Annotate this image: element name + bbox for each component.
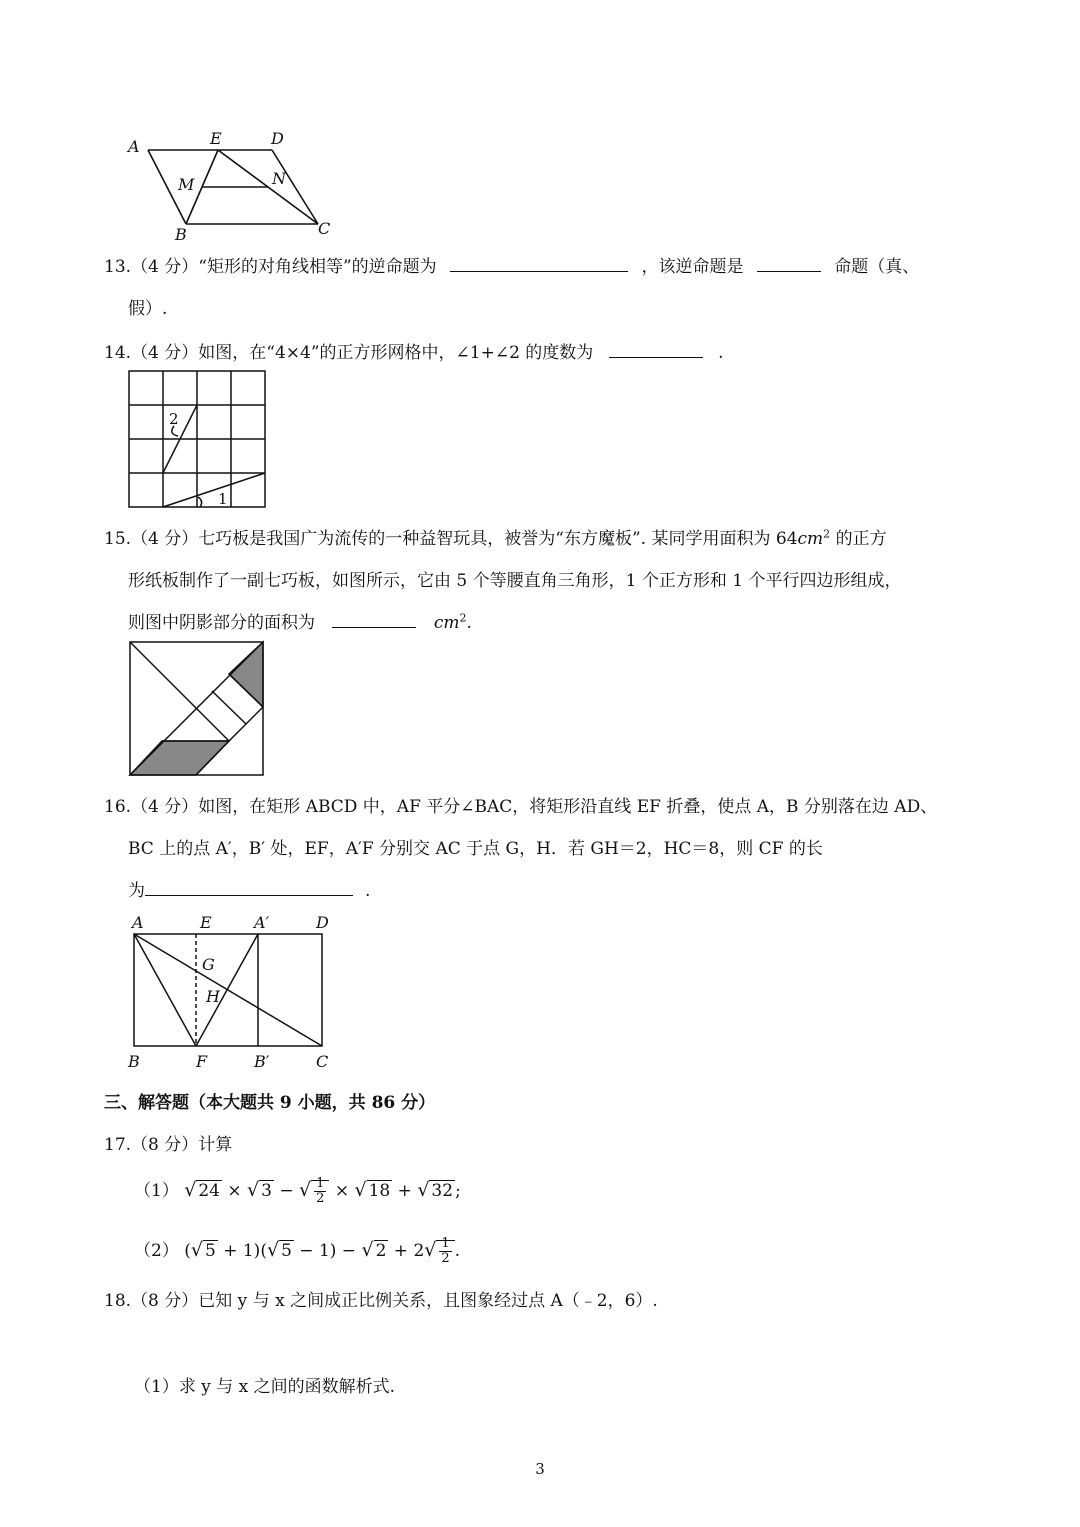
q18-text: 已知 y 与 x 之间成正比例关系，且图象经过点 A（﹣2，6）. <box>198 1291 658 1311</box>
label-E: E <box>200 913 212 932</box>
shaded-parallelogram <box>130 741 229 775</box>
label-F: F <box>196 1052 208 1071</box>
q15-blank[interactable] <box>332 609 416 628</box>
figure-parallelogram <box>120 126 350 244</box>
q18-number: 18. <box>104 1291 132 1311</box>
label-C: C <box>316 1052 329 1071</box>
figure-grid <box>128 370 268 510</box>
tangram-square-edge-4 <box>212 691 246 724</box>
diagonal-angle-1 <box>163 473 265 507</box>
q14-blank[interactable] <box>609 339 703 358</box>
q13-score: （4 分） <box>131 257 199 277</box>
q16-score: （4 分） <box>131 797 199 817</box>
q14-number: 14. <box>104 343 132 363</box>
q18-part1: （1）求 y 与 x 之间的函数解析式. <box>134 1377 396 1397</box>
q16-line1: 如图，在矩形 ABCD 中，AF 平分∠BAC，将矩形沿直线 EF 折叠，使点 A，B 分别落在边 AD、 <box>198 797 938 817</box>
question-15 <box>104 524 887 549</box>
label-B: B <box>128 1052 140 1071</box>
q13-blank-1[interactable] <box>450 253 628 272</box>
q15-area-unit: cm <box>797 529 824 549</box>
q15-score: （4 分） <box>131 529 199 549</box>
q14-text2: . <box>718 343 724 363</box>
label-N: N <box>272 169 286 188</box>
q15-text1: 七巧板是我国广为流传的一种益智玩具，被誉为“东方魔板”. 某同学用面积为 <box>198 529 776 549</box>
question-18 <box>104 1286 658 1311</box>
q13-number: 13. <box>104 257 132 277</box>
question-13 <box>104 252 919 277</box>
figure-folded-rectangle <box>124 910 344 1075</box>
q17-part1-label: （1） <box>134 1181 179 1201</box>
segment-AF <box>134 934 196 1046</box>
q15-text2: 的正方 <box>830 529 887 549</box>
label-A: A <box>132 913 144 932</box>
tangram-square-edge <box>196 708 229 741</box>
q13-text2: ，该逆命题是 <box>641 257 744 277</box>
page-number: 3 <box>535 1460 545 1478</box>
label-B: B <box>175 225 187 244</box>
q17-text: 计算 <box>198 1135 233 1155</box>
label-D: D <box>271 129 284 148</box>
q17-part1: （1） √ 24 × √ 3 − √ $\frac{1}{2}$ × √ 18 + √ 32 ; <box>134 1176 461 1206</box>
question-14 <box>104 338 724 363</box>
q16-number: 16. <box>104 797 132 817</box>
q15-line3-exp: 2 <box>459 611 467 625</box>
q16-line2: BC 上的点 A′，B′ 处，EF，A′F 分别交 AC 于点 G，H．若 GH＝2，HC＝8，则 CF 的长 <box>128 839 823 859</box>
q16-line3-end: . <box>365 881 371 901</box>
tangram-diagonal-long <box>130 642 196 708</box>
q16-line3 <box>128 876 370 901</box>
q15-line3 <box>128 608 472 633</box>
q15-line3-unit: cm <box>433 613 460 633</box>
segment-AC <box>134 934 322 1046</box>
label-C: C <box>318 219 331 238</box>
question-16 <box>104 792 937 817</box>
q14-score: （4 分） <box>131 343 199 363</box>
q13-continuation: 假）. <box>128 299 168 319</box>
label-E: E <box>210 129 222 148</box>
label-G: G <box>202 955 215 974</box>
label-A: A <box>128 137 140 156</box>
q15-area-value: 64 <box>775 529 798 549</box>
q18-score: （8 分） <box>131 1291 199 1311</box>
label-A-prime: A′ <box>254 913 270 932</box>
q14-text1: 如图，在“4×4”的正方形网格中，∠1+∠2 的度数为 <box>198 343 594 363</box>
q13-text3: 命题（真、 <box>834 257 920 277</box>
q17-number: 17. <box>104 1135 132 1155</box>
label-angle-2: 2 <box>169 410 179 428</box>
label-B-prime: B′ <box>254 1052 270 1071</box>
label-M: M <box>178 175 195 194</box>
q13-blank-2[interactable] <box>757 253 821 272</box>
q15-line3-prefix: 则图中阴影部分的面积为 <box>128 613 315 633</box>
section-3-title: 三、解答题（本大题共 9 小题，共 86 分） <box>104 1093 436 1113</box>
arc-angle-1 <box>198 497 202 507</box>
question-17 <box>104 1130 232 1155</box>
q13-text1: “矩形的对角线相等”的逆命题为 <box>198 257 437 277</box>
label-angle-1: 1 <box>218 490 228 508</box>
q15-area-exp: 2 <box>823 527 831 541</box>
figure-tangram <box>128 640 266 778</box>
q15-number: 15. <box>104 529 132 549</box>
q15-line2: 形纸板制作了一副七巧板，如图所示，它由 5 个等腰直角三角形，1 个正方形和 1 个平行四边形组成， <box>128 571 902 591</box>
q17-part2-label: （2） <box>134 1241 179 1261</box>
label-H: H <box>206 987 220 1006</box>
q17-part2: （2） (√ 5 + 1)(√ 5 − 1) − √ 2 + 2√ $\frac{1}{2}$ . <box>134 1236 461 1266</box>
q16-blank[interactable] <box>145 877 353 896</box>
q15-line3-end: . <box>466 613 472 633</box>
label-D: D <box>316 913 329 932</box>
q17-score: （8 分） <box>131 1135 199 1155</box>
shaded-triangle <box>229 642 263 707</box>
q16-line3-prefix: 为 <box>128 881 145 901</box>
